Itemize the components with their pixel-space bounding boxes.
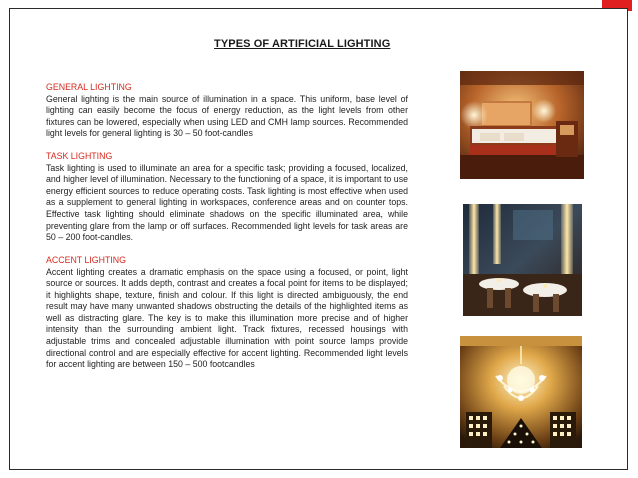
section-heading: GENERAL LIGHTING — [46, 82, 132, 92]
section-body: Task lighting is used to illuminate an area for a specific task; providing a focused, localized, and higher level of illumination. Necessary to the functioning of a space, it is important to use energy efficient sources to reduce operating costs. Task lighting is most effective when used as a supplement to general lighting in workspaces, conference areas and on counter tops. Effective task lighting should eliminate shadows on the specific illuminated area, while preventing glare from the lamp or off surfaces. Recommended light levels for task areas are 50 – 200 foot-candles. — [46, 162, 408, 243]
restaurant-lighting-photo — [463, 204, 582, 316]
section-general-lighting — [46, 82, 408, 140]
section-task-lighting — [46, 151, 408, 243]
page-title: TYPES OF ARTIFICIAL LIGHTING — [214, 38, 391, 50]
bedroom-illustration — [460, 71, 584, 179]
chandelier-lighting-photo — [460, 336, 582, 448]
text-content — [46, 82, 408, 382]
chandelier-illustration — [460, 336, 582, 448]
restaurant-illustration — [463, 204, 582, 316]
section-accent-lighting — [46, 255, 408, 370]
section-body: General lighting is the main source of illumination in a space. This uniform, base level of lighting can easily become the focus of energy reduction, as the light levels from other fixtures can be lowered, especially when using LED and CMH lamp sources. Recommended light levels for general lighting is 30 – 50 foot-candles — [46, 93, 408, 139]
section-body: Accent lighting creates a dramatic emphasis on the space using a focused, or point, light source or sources. It adds depth, contrast and creates a focal point for items to be displayed; it highlights shape, texture, finish and colour. If this light is directed ambiguously, the end result may have many unwanted shadows obstructing the details of the highlighted items as well as distracting glare. The key is to make this illumination more precise and of higher intensity than the surrounding ambient light. Track fixtures, recessed housings with adjustable trims and concealed adjustable illumination with point source lamps provide directional control and are especially effective for accent lighting. Recommended light levels for accent lighting are between 150 – 500 footcandles — [46, 266, 408, 370]
section-heading: ACCENT LIGHTING — [46, 255, 126, 266]
bedroom-lighting-photo — [460, 71, 584, 179]
section-heading: TASK LIGHTING — [46, 151, 113, 162]
